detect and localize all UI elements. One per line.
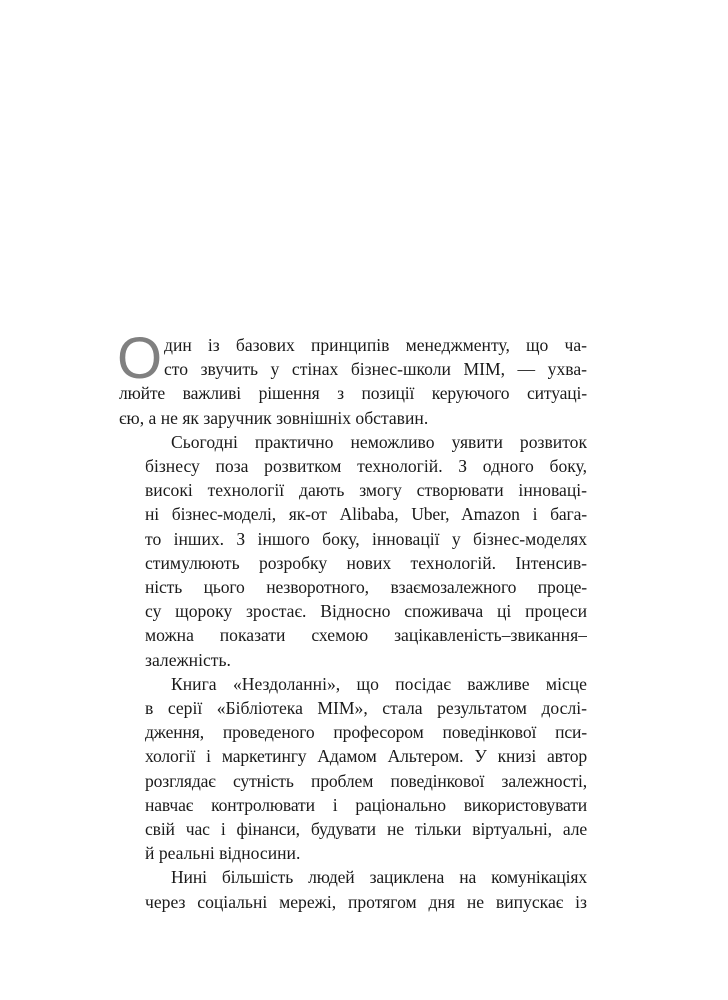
- paragraph-1: [117, 326, 587, 430]
- text-line: люйте важливі рішення з позиції керуючого ситуаці-: [119, 383, 587, 404]
- text-line: в серії «Бібліотека МІМ», стала результатом дослі-: [145, 698, 587, 719]
- body-text: [117, 326, 587, 914]
- text-line: Нині більшість людей зациклена на комунікаціях: [171, 867, 587, 888]
- paragraph-4: [119, 865, 587, 913]
- text-line: можна показати схемою зацікавленість–звикання–: [145, 625, 587, 646]
- text-line: залежність.: [145, 649, 231, 670]
- text-line: високі технології дають змогу створювати інноваці-: [145, 480, 587, 501]
- text-line: бізнесу поза розвитком технологій. З одного боку,: [145, 456, 587, 477]
- text-line: то інших. З іншого боку, інновації у бізнес-моделях: [145, 528, 587, 549]
- text-line: дин із базових принципів менеджменту, що ча-: [164, 335, 587, 355]
- paragraph-2: [119, 430, 587, 672]
- text-line: ність цього незворотного, взаємозалежного проце-: [145, 577, 587, 598]
- paragraph-3: [119, 672, 587, 866]
- text-line: хології і маркетингу Адамом Альтером. У книзі автор: [145, 746, 587, 767]
- text-line: Сьогодні практично неможливо уявити розвиток: [171, 431, 587, 452]
- text-line: су щороку зростає. Відносно споживача ці процеси: [145, 601, 587, 622]
- text-line: сто звучить у стінах бізнес-школи МІМ, — ухва-: [164, 359, 587, 380]
- text-line: розглядає сутність проблем поведінкової залежності,: [145, 770, 587, 791]
- text-line: навчає контролювати і раціонально використовувати: [145, 794, 587, 815]
- text-line: Книга «Нездоланні», що посідає важливе місце: [171, 673, 587, 694]
- text-line: й реальні відносини.: [145, 843, 301, 864]
- text-line: через соціальні мережі, протягом дня не випускає із: [145, 891, 587, 912]
- text-line: дження, проведеного професором поведінкової пси-: [145, 722, 587, 743]
- text-line: свій час і фінанси, будувати не тільки віртуальні, але: [145, 819, 587, 840]
- text-line: ні бізнес-моделі, як-от Alibaba, Uber, Amazon і бага-: [145, 504, 587, 525]
- text-line: єю, а не як заручник зовнішніх обставин.: [119, 407, 429, 428]
- drop-cap-letter: О: [117, 326, 163, 391]
- text-line: стимулюють розробку нових технологій. Інтенсив-: [145, 552, 587, 573]
